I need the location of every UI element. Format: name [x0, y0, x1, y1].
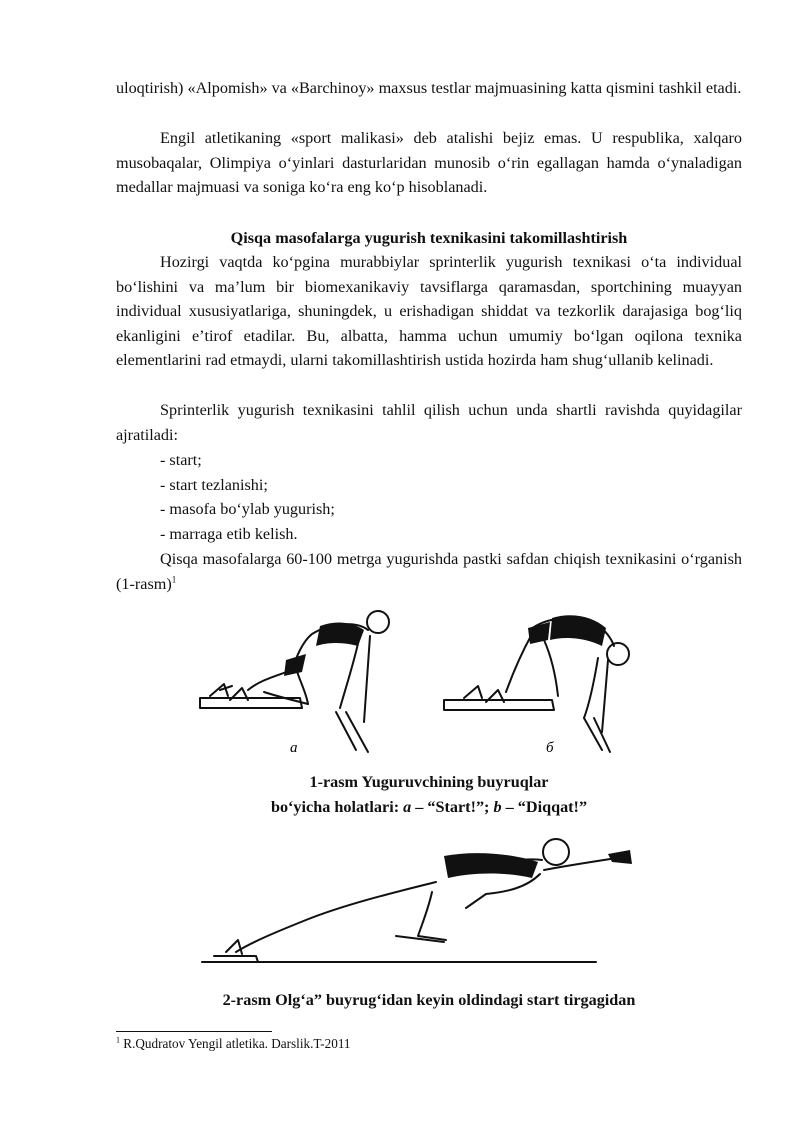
shin [544, 640, 558, 696]
figure-1b-set-position [434, 600, 644, 760]
track-line-1 [336, 712, 356, 750]
footnote-mark: 1 [116, 1035, 120, 1045]
list-item: - start tezlanishi; [160, 475, 268, 494]
arm-right [364, 636, 370, 722]
figure-2-caption: 2-rasm Olgʻa” buyrugʻidan keyin oldindagi start tirgagidan [222, 991, 636, 1009]
thigh-rear [506, 634, 532, 692]
caption-b-text: – “Diqqat!” [501, 798, 588, 816]
caption-a-text: – “Start!”; [411, 798, 494, 816]
caption-prefix: boʻyicha holatlari: [270, 798, 404, 816]
footnote-ref: 1 [171, 574, 177, 585]
list-item: - start; [160, 451, 202, 469]
caption-line-2 [116, 795, 742, 820]
hand [608, 850, 632, 864]
paragraph-1: uloqtirish) «Alpomish» va «Barchinoy» maxsus testlar majmuasining katta qismini tashkil etadi. [116, 79, 742, 97]
footnote [116, 1036, 351, 1052]
head [607, 643, 629, 665]
head [543, 839, 569, 865]
figure-1-caption [116, 770, 742, 820]
arm-back [466, 874, 540, 908]
footnote-text: R.Qudratov Yengil atletika. Darslik.T-2011 [120, 1036, 351, 1051]
arm-left [584, 658, 598, 718]
vest [550, 615, 606, 646]
shorts [528, 622, 550, 644]
list-item: - masofa boʻylab yugurish; [160, 500, 335, 519]
figure-label-a: а [290, 740, 298, 756]
section-heading: Qisqa masofalarga yugurish texnikasini takomillashtirish [230, 229, 628, 247]
paragraph-5 [116, 547, 742, 596]
arm-right [602, 660, 608, 732]
starting-block-base [444, 700, 554, 710]
figure-2-drive-phase [196, 832, 642, 972]
caption-line-1: 1-rasm Yuguruvchining buyruqlar [309, 773, 549, 791]
footnote-divider [116, 1031, 272, 1032]
vest [444, 853, 538, 878]
caption-a: a [403, 798, 412, 816]
shorts [284, 654, 306, 676]
paragraph-3: Hozirgi vaqtda koʻpgina murabbiylar sprinterlik yugurish texnikasi oʻta individual boʻlishini va maʼlum bir biomexanikaviy tavsiflarga qaramasdan, sportchining muayyan individual xususiyatlariga, shuningdek, u erishadigan shiddat va tezkorlik darajasiga bogʻliq ekanligini eʼtirof etadilar. Bu, albatta, hamma uchun umumiy boʻlgan oqilona texnika elementlarini rad etmaydi, ularni takomillashtirish ustida hozirda ham shugʻullanib kelinadi. [116, 253, 742, 370]
paragraph-5-text: Qisqa masofalarga 60-100 metrga yugurishda pastki safdan chiqish texnikasini oʻrganish (1-rasm) [116, 550, 742, 593]
front-leg [418, 892, 446, 940]
caption-b: b [493, 798, 502, 816]
list-item: - marraga etib kelish. [160, 524, 298, 543]
figure-label-b: б [546, 740, 554, 756]
paragraph-4: Sprinterlik yugurish texnikasini tahlil qilish uchun unda shartli ravishda quyidagilar ajratiladi: [116, 401, 742, 444]
paragraph-2: Engil atletikaning «sport malikasi» deb atalishi bejiz emas. U respublika, xalqaro musobaqalar, Olimpiya oʻyinlari dasturlaridan munosib oʻrin egallagan hamda oʻynaladigan medallar majmuasi va soniga koʻra eng koʻp hisoblanadi. [116, 129, 742, 197]
head [367, 611, 389, 633]
track-line-1 [584, 718, 602, 750]
elements-list [116, 448, 742, 546]
figure-1a-start-position [180, 600, 400, 760]
rear-leg [236, 882, 436, 952]
